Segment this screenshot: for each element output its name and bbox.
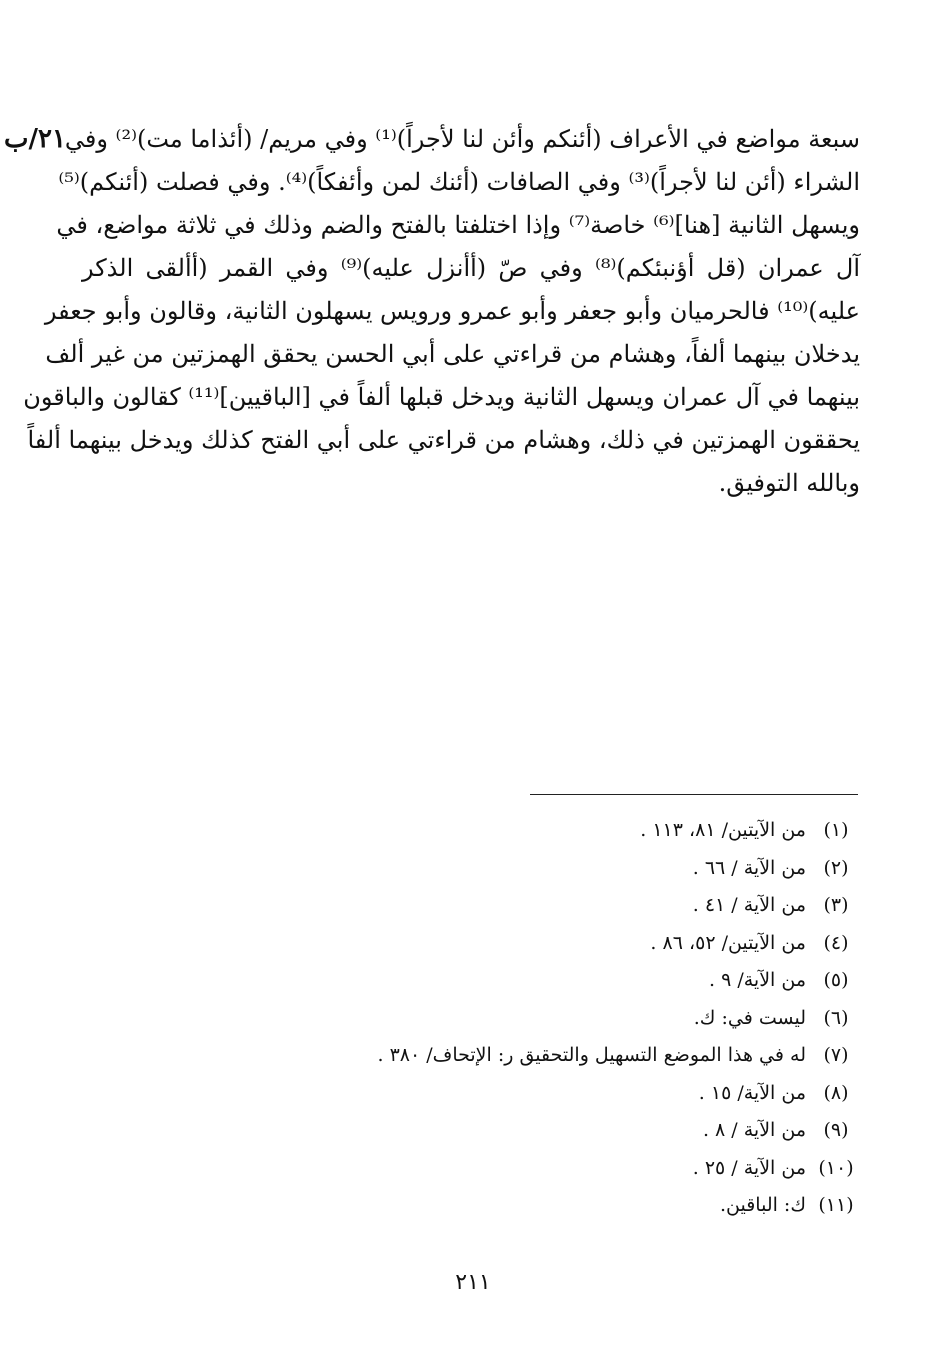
footnote-text: من الآيتين/ ٨١، ١١٣ . [640,819,806,841]
footnote-item [298,887,858,925]
margin-folio-reference: ٢١/ب [4,124,66,154]
footnote-text: من الآيتين/ ٥٢، ٨٦ . [650,931,806,954]
footnote-number: (٦) [823,1006,849,1029]
footnote-text: من الآية/ ١٥ . [698,1081,806,1104]
footnote-number: (١٠) [818,1156,854,1179]
footnote-separator [530,794,858,795]
text-line: يدخلان بينهما ألفاً، وهشام من قراءتي على أبي الحسن يحقق الهمزتين من غير ألف [45,340,860,368]
text-line: وبالله التوفيق. [718,469,860,497]
text-line: الشراء (أئن لنا لأجراً)⁽³⁾ وفي الصافات (أئنك لمن وأئفكاً)⁽⁴⁾. وفي فصلت (أئنكم)⁽⁵⁾ [58,168,860,196]
footnote-number: (٥) [823,969,849,991]
footnote-item [298,850,858,888]
footnote-number: (٨) [823,1081,849,1104]
text-line: سبعة مواضع في الأعراف (أئنكم وأئن لنا لأجراً)⁽¹⁾ وفي مريم/ (أئذاما مت)⁽²⁾ وفي [64,125,860,153]
footnote-number: (٢) [823,856,849,879]
footnote-number: (١) [823,819,849,841]
footnotes-list [298,812,858,1225]
text-line: آل عمران (قل أؤنبئكم)⁽⁸⁾ وفي صّ (أأنزل عليه)⁽⁹⁾ وفي القمر (أألقى الذكر [82,254,860,282]
footnote-item [298,1187,858,1225]
footnote-text: ك: الباقين. [719,1194,806,1216]
text-line: عليه)⁽¹⁰⁾ فالحرميان وأبو جعفر وأبو عمرو ورويس يسهلون الثانية، وقالون وأبو جعفر [44,297,860,325]
footnote-text: من الآية/ ٩ . [708,969,806,991]
footnote-number: (١١) [818,1194,854,1216]
footnote-text: ليست في: ك. [693,1006,806,1029]
footnote-text: من الآية / ٢٥ . [692,1156,806,1179]
footnote-text: من الآية / ٤١ . [692,894,806,916]
footnote-text: من الآية / ٨ . [702,1119,806,1141]
text-line: ويسهل الثانية [هنا]⁽⁶⁾ خاصة⁽⁷⁾ وإذا اختلفتا بالفتح والضم وذلك في ثلاثة مواضع، في [56,211,860,239]
page-number: ٢١١ [455,1270,491,1295]
footnote-item [298,1150,858,1188]
footnote-item [298,1037,858,1075]
footnote-item [298,925,858,963]
footnote-text: له في هذا الموضع التسهيل والتحقيق ر: الإتحاف/ ٣٨٠ . [377,1044,806,1066]
footnote-number: (٤) [823,931,849,954]
footnote-text: من الآية / ٦٦ . [692,856,806,879]
footnote-number: (٧) [823,1044,849,1066]
footnote-item [298,1075,858,1113]
footnote-number: (٣) [823,894,849,916]
text-line: يحققون الهمزتين في ذلك، وهشام من قراءتي على أبي الفتح كذلك ويدخل بينهما ألفاً [27,426,860,454]
footnote-item [298,962,858,1000]
footnote-number: (٩) [823,1119,849,1141]
footnote-item [298,812,858,850]
footnote-item [298,1000,858,1038]
text-line: بينهما في آل عمران ويسهل الثانية ويدخل قبلها ألفاً في [الباقيين]⁽¹¹⁾ كقالون والباقون [23,383,860,411]
footnote-item [298,1112,858,1150]
